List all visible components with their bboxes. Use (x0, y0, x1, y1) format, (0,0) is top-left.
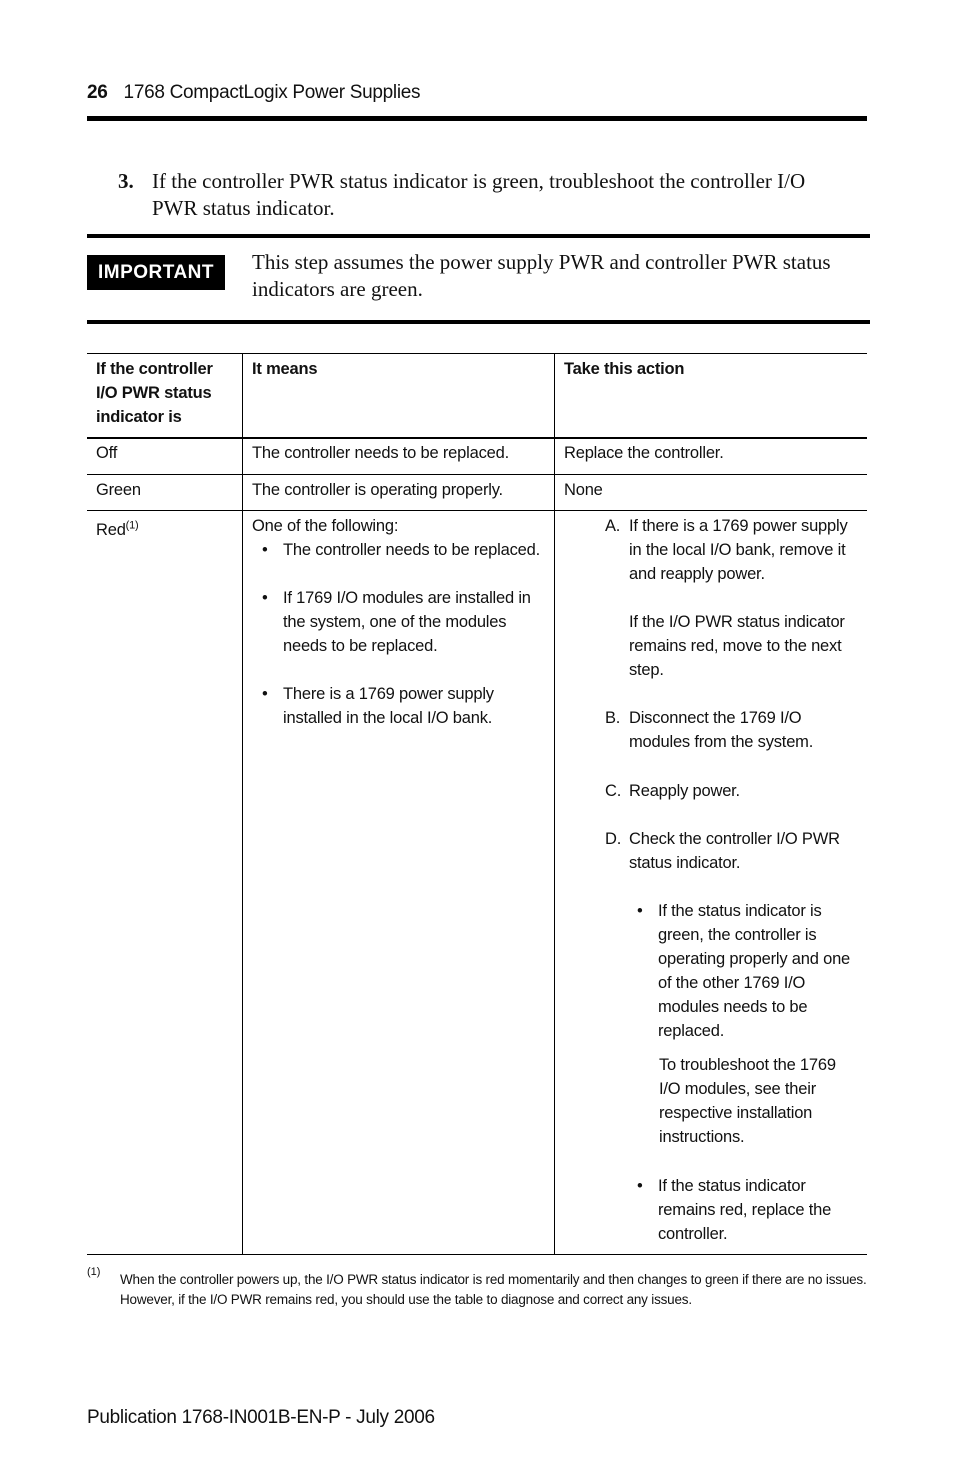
page-header (87, 82, 420, 104)
table-cell-means: The controller is operating properly. (252, 481, 503, 499)
important-rule-bottom (87, 320, 870, 324)
table-cell-action: None (564, 481, 603, 499)
important-label: IMPORTANT (87, 255, 225, 290)
table-cell-indicator: Green (96, 481, 141, 499)
indicator-red-label: Red (96, 521, 126, 539)
table-header-action: Take this action (564, 360, 685, 378)
action-step-a-note: If the I/O PWR status indicator remains red, move to the next step. (629, 613, 845, 679)
table-rule-bottom (87, 1254, 867, 1255)
footnote-mark: (1) (87, 1266, 101, 1278)
bullet-icon: • (637, 902, 643, 920)
table-cell-indicator-red (96, 518, 139, 542)
table-rule-top (87, 353, 867, 354)
important-rule-top (87, 234, 870, 238)
table-column-divider (554, 353, 555, 1255)
table-row-rule (87, 510, 867, 511)
page-number: 26 (87, 82, 108, 103)
table-header-indicator: If the controller I/O PWR status indicator is (96, 360, 213, 426)
table-cell-action: Replace the controller. (564, 444, 724, 462)
table-column-divider (242, 353, 243, 1255)
page-footer: Publication 1768-IN001B-EN-P - July 2006 (87, 1407, 435, 1428)
bullet-icon: • (262, 685, 268, 703)
bullet-icon: • (637, 1177, 643, 1195)
header-title: 1768 CompactLogix Power Supplies (123, 82, 421, 103)
step-text: If the controller PWR status indicator is green, troubleshoot the controller I/O PWR status indicator. (152, 169, 806, 220)
bullet-icon: • (262, 541, 268, 559)
footnote-text: When the controller powers up, the I/O PWR status indicator is red momentarily and then changes to green if there are no issues. However, if the I/O PWR remains red, you should use the table to diagnose and correct any issues. (120, 1272, 867, 1307)
troubleshooting-table: If the controller I/O PWR status indicator is It means Take this action Off The controller needs to be replaced. Replace the controller. Green The controller is operating properly. None Red$^{(1)}$ One of the following: • The controller needs to be replaced. • If 1769 I/O modules are installed in the system, one of the modules needs to be replaced. • There is a 1769 power supply installed in the local I/O bank. A. If there is a 1769 power supply in the local I/O bank, remove it and reapply power. If the I/O PWR status indicator remains red, move to the next step. B. Disconnect the 1769 I/O modules from the system. C. Reapply power. D. Check the controller I/O PWR status indicator. • If the status indicator is green, the controller is operating properly and one of the other 1769 I/O modules needs to be replaced. To troubleshoot the 1769 I/O modules, see their respective installation instructions. • If the status indicator remains red, replace the controller. (87, 353, 867, 1255)
table-header-means: It means (252, 360, 318, 378)
sub-bullet-note: To troubleshoot the 1769 I/O modules, see their respective installation instructions. (659, 1056, 836, 1146)
step-number: 3. (118, 169, 134, 193)
table-header-rule (87, 437, 867, 439)
means-intro: One of the following: (252, 517, 399, 535)
important-text: This step assumes the power supply PWR and controller PWR status indicators are green. (252, 250, 831, 301)
bullet-icon: • (262, 589, 268, 607)
footnote-reference: (1) (125, 519, 139, 532)
table-row-rule (87, 474, 867, 475)
table-cell-means: The controller needs to be replaced. (252, 444, 509, 462)
table-cell-indicator: Off (96, 444, 118, 462)
header-rule (87, 116, 867, 121)
